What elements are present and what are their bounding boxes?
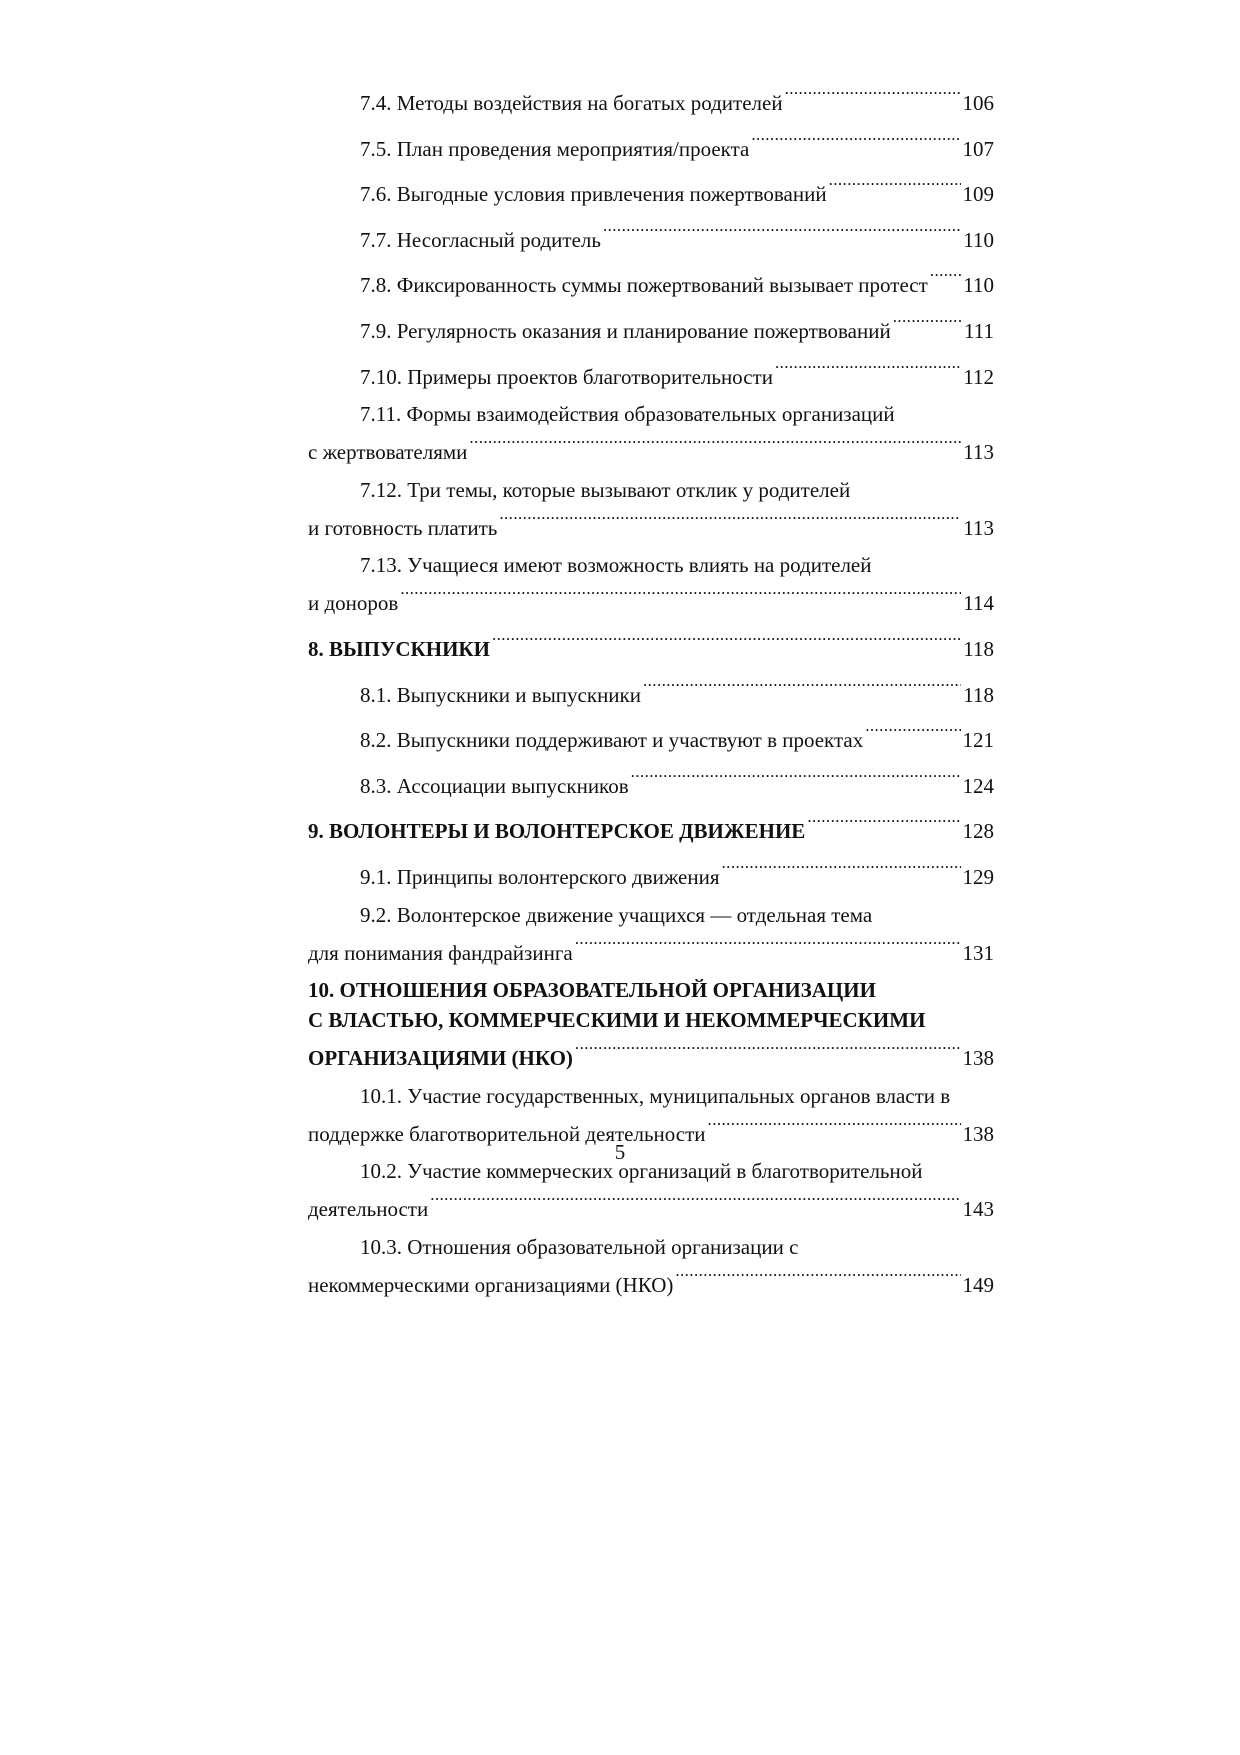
toc-entry-title-line: ОРГАНИЗАЦИЯМИ (НКО)	[308, 1046, 573, 1071]
toc-entry-title-line: деятельности	[308, 1197, 429, 1222]
toc-section-entry[interactable]	[308, 475, 994, 543]
toc-page-number: 113	[963, 440, 994, 465]
dot-leader	[865, 717, 960, 747]
toc-entry-title-line: 7.11. Формы взаимодействия образовательных организаций	[360, 402, 895, 427]
dot-leader	[499, 505, 961, 535]
toc-section-entry[interactable]	[308, 854, 994, 892]
dot-leader	[675, 1262, 960, 1292]
toc-page-number: 118	[963, 682, 994, 707]
toc-entry-title-line: С ВЛАСТЬЮ, КОММЕРЧЕСКИМИ И НЕКОММЕРЧЕСКИМИ	[308, 1008, 926, 1033]
toc-page-number: 131	[962, 940, 994, 965]
dot-leader	[708, 1111, 961, 1141]
toc-entry-title-line: 7.13. Учащиеся имеют возможность влиять на родителей	[360, 553, 872, 578]
toc-entry-title-line: 7.8. Фиксированность суммы пожертвований вызывает протест	[360, 273, 928, 298]
dot-leader	[751, 126, 960, 156]
toc-page-number: 112	[963, 364, 994, 389]
toc-chapter-entry[interactable]	[308, 975, 994, 1073]
toc-page-number: 129	[962, 864, 994, 889]
toc-entry-title-line: 9.1. Принципы волонтерского движения	[360, 864, 720, 889]
toc-entry-title-line: 7.9. Регулярность оказания и планирование пожертвований	[360, 318, 891, 343]
toc-section-entry[interactable]	[308, 1232, 994, 1300]
toc-section-entry[interactable]	[308, 354, 994, 392]
toc-entry-title-line: 7.10. Примеры проектов благотворительности	[360, 364, 773, 389]
toc-entry-title-line: 8. ВЫПУСКНИКИ	[308, 636, 490, 661]
toc-page-number: 110	[963, 273, 994, 298]
toc-page-number: 121	[962, 728, 994, 753]
toc-section-entry[interactable]	[308, 900, 994, 968]
toc-entry-title-line: поддержке благотворительной деятельности	[308, 1121, 706, 1146]
dot-leader	[575, 930, 961, 960]
toc-entry-title-line: и готовность платить	[308, 515, 498, 540]
toc-page-number: 143	[962, 1197, 994, 1222]
dot-leader	[643, 672, 961, 702]
toc-entry-title-line: 8.3. Ассоциации выпускников	[360, 773, 629, 798]
toc-entry-title-line: 7.7. Несогласный родитель	[360, 227, 601, 252]
toc-page-number: 107	[962, 136, 994, 161]
toc-section-entry[interactable]	[308, 262, 994, 300]
toc-entry-title-line: 7.6. Выгодные условия привлечения пожертвований	[360, 182, 827, 207]
toc-page-number: 138	[962, 1121, 994, 1146]
dot-leader	[722, 854, 961, 884]
toc-entry-title-line: 9.2. Волонтерское движение учащихся — отдельная тема	[360, 902, 873, 927]
dot-leader	[400, 580, 961, 610]
dot-leader	[893, 308, 962, 338]
toc-entry-title-line: 8.2. Выпускники поддерживают и участвуют в проектах	[360, 728, 864, 753]
toc-section-entry[interactable]	[308, 171, 994, 209]
dot-leader	[930, 262, 961, 292]
toc-page-number: 138	[962, 1046, 994, 1071]
toc-entry-title-line: 7.4. Методы воздействия на богатых родителей	[360, 91, 783, 115]
toc-entry-title-line: 8.1. Выпускники и выпускники	[360, 682, 641, 707]
dot-leader	[785, 80, 961, 110]
toc-entry-title-line: и доноров	[308, 591, 399, 616]
dot-leader	[603, 217, 961, 247]
toc-page-number: 124	[962, 773, 994, 798]
toc-entry-title-line: для понимания фандрайзинга	[308, 940, 573, 965]
toc-chapter-entry[interactable]	[308, 808, 994, 846]
toc-section-entry[interactable]	[308, 1156, 994, 1224]
toc-page-number: 111	[964, 318, 994, 343]
toc-page-number: 128	[962, 819, 994, 844]
toc-page-number: 110	[963, 227, 994, 252]
toc-entry-title-line: некоммерческими организациями (НКО)	[308, 1272, 674, 1297]
dot-leader	[829, 171, 961, 201]
toc-page-number: 149	[962, 1272, 994, 1297]
dot-leader	[807, 808, 960, 838]
toc-entry-title-line: 10.2. Участие коммерческих организаций в благотворительной	[360, 1159, 923, 1184]
toc-section-entry[interactable]	[308, 1081, 994, 1149]
toc-entry-title-line: 7.12. Три темы, которые вызывают отклик у родителей	[360, 477, 851, 502]
table-of-contents	[308, 80, 994, 1307]
dot-leader	[492, 626, 961, 656]
toc-entry-title-line: с жертвователями	[308, 440, 468, 465]
toc-section-entry[interactable]	[308, 550, 994, 618]
toc-page-number: 114	[963, 591, 994, 616]
toc-section-entry[interactable]	[308, 399, 994, 467]
dot-leader	[469, 429, 961, 459]
toc-page-number: 106	[962, 91, 994, 115]
toc-chapter-entry[interactable]	[308, 626, 994, 664]
dot-leader	[775, 354, 961, 384]
toc-entry-title-line: 10.3. Отношения образовательной организации с	[360, 1234, 799, 1259]
toc-page-number: 113	[963, 515, 994, 540]
toc-section-entry[interactable]	[308, 672, 994, 710]
toc-section-entry[interactable]	[308, 126, 994, 164]
toc-page-number: 109	[962, 182, 994, 207]
toc-section-entry[interactable]	[308, 717, 994, 755]
page-number: 5	[614, 1140, 626, 1164]
toc-entry-title-line: 9. ВОЛОНТЕРЫ И ВОЛОНТЕРСКОЕ ДВИЖЕНИЕ	[308, 819, 806, 844]
toc-entry-title-line: 10.1. Участие государственных, муниципальных органов власти в	[360, 1083, 951, 1108]
dot-leader	[430, 1186, 960, 1216]
dot-leader	[575, 1035, 961, 1065]
toc-section-entry[interactable]	[308, 308, 994, 346]
toc-section-entry[interactable]	[308, 80, 994, 118]
toc-entry-title-line: 10. ОТНОШЕНИЯ ОБРАЗОВАТЕЛЬНОЙ ОРГАНИЗАЦИИ	[308, 978, 876, 1003]
toc-page-number: 118	[963, 636, 994, 661]
dot-leader	[631, 763, 961, 793]
toc-section-entry[interactable]	[308, 763, 994, 801]
toc-entry-title-line: 7.5. План проведения мероприятия/проекта	[360, 136, 750, 161]
toc-section-entry[interactable]	[308, 217, 994, 255]
